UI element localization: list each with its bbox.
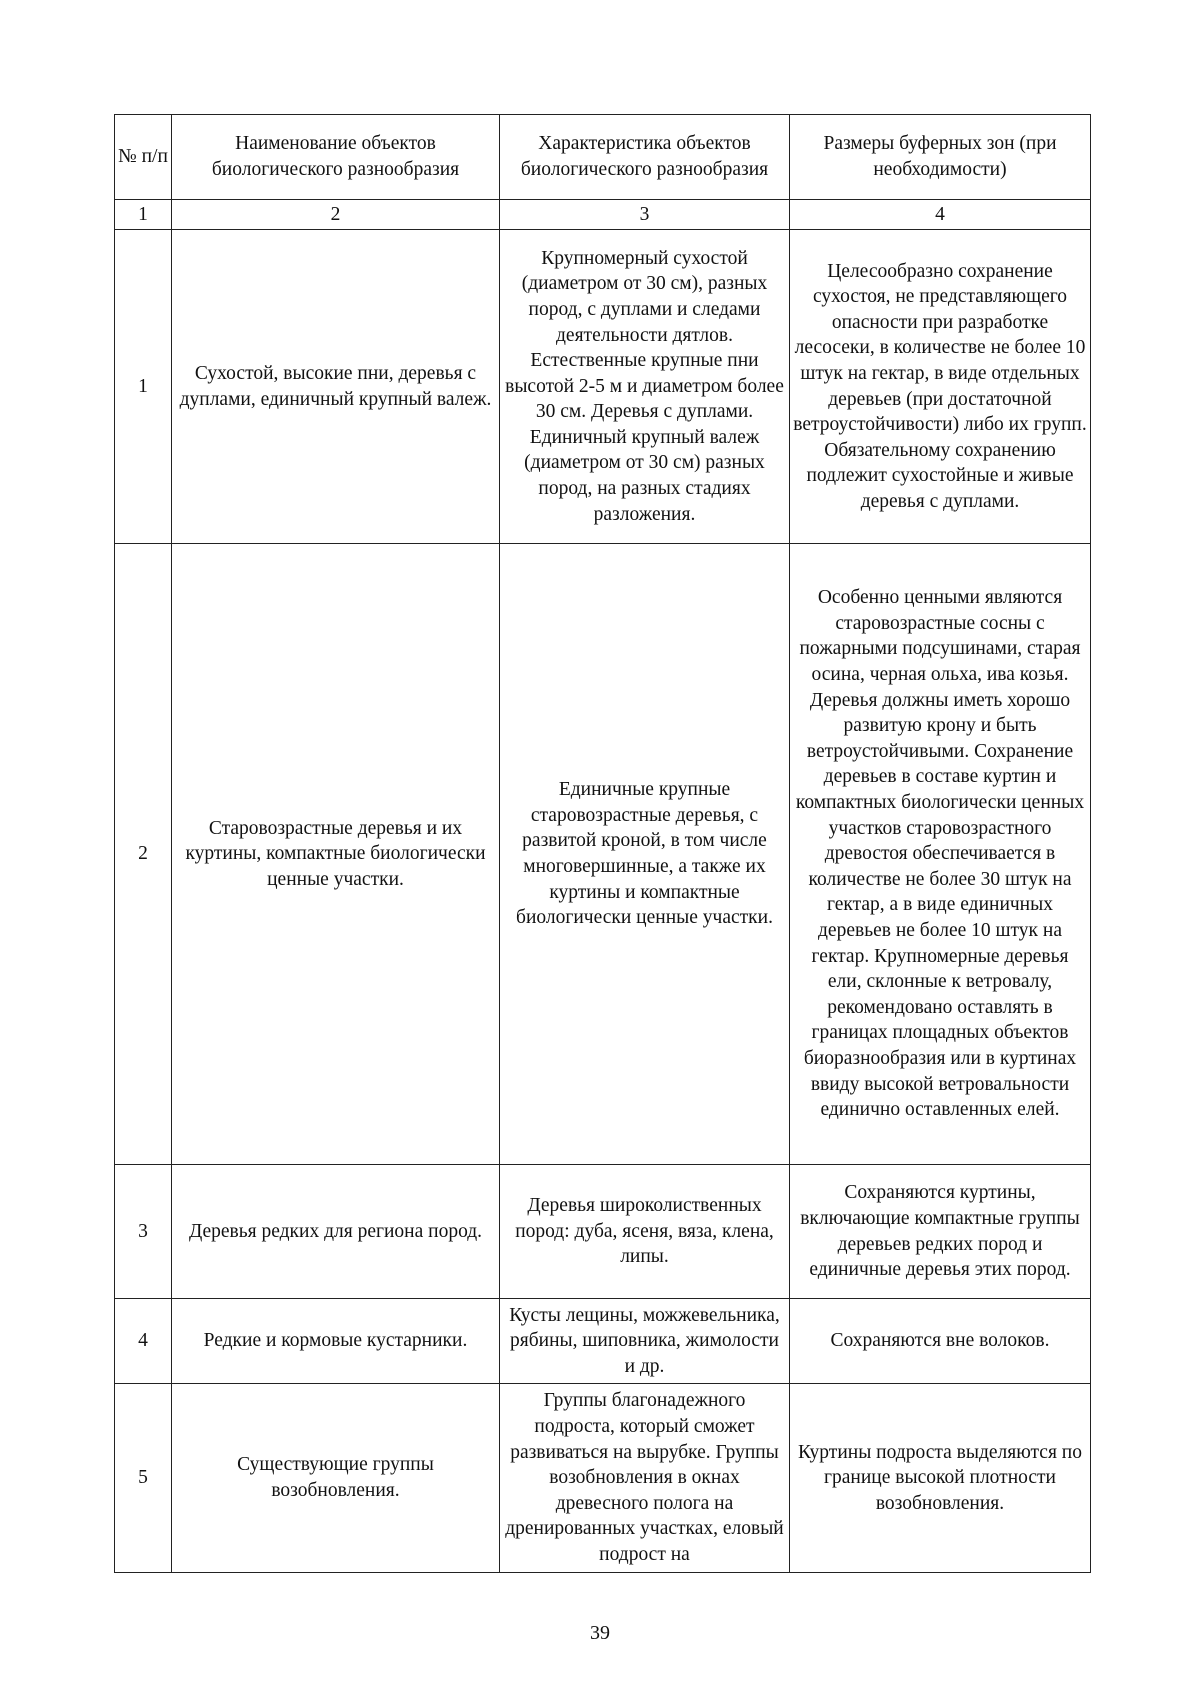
row-buffer-zone: Сохраняются вне волоков.	[790, 1299, 1091, 1384]
row-object-name: Деревья редких для региона пород.	[172, 1165, 500, 1299]
table-header-row	[115, 115, 1091, 200]
row-characteristic: Группы благонадежного подроста, который сможет развиваться на вырубке. Группы возобновления в окнах древесного полога на дренированных участках, еловый подрост на	[500, 1384, 790, 1573]
row-number: 1	[115, 230, 172, 544]
row-object-name: Редкие и кормовые кустарники.	[172, 1299, 500, 1384]
header-characteristic: Характеристика объектов биологического разнообразия	[500, 115, 790, 200]
table-row	[115, 544, 1091, 1165]
header-object-name: Наименование объектов биологического разнообразия	[172, 115, 500, 200]
row-characteristic: Деревья широколиственных пород: дуба, ясеня, вяза, клена, липы.	[500, 1165, 790, 1299]
header-number: № п/п	[115, 115, 172, 200]
column-number: 1	[115, 200, 172, 230]
column-number-row	[115, 200, 1091, 230]
row-buffer-zone: Особенно ценными являются старовозрастные сосны с пожарными подсушинами, старая осина, черная ольха, ива козья. Деревья должны иметь хорошо развитую крону и быть ветроустойчивыми. Сохранение деревьев в составе куртин и компактных биологически ценных участков старовозрастного древостоя обеспечивается в количестве не более 30 штук на гектар, а в виде единичных деревьев не более 10 штук на гектар. Крупномерные деревья ели, склонные к ветровалу, рекомендовано оставлять в границах площадных объектов биоразнообразия или в куртинах ввиду высокой ветровальности единично оставленных елей.	[790, 544, 1091, 1165]
row-number: 5	[115, 1384, 172, 1573]
column-number: 3	[500, 200, 790, 230]
row-buffer-zone: Сохраняются куртины, включающие компактные группы деревьев редких пород и единичные деревья этих пород.	[790, 1165, 1091, 1299]
row-number: 2	[115, 544, 172, 1165]
column-number: 4	[790, 200, 1091, 230]
row-number: 4	[115, 1299, 172, 1384]
row-characteristic: Кусты лещины, можжевельника, рябины, шиповника, жимолости и др.	[500, 1299, 790, 1384]
table-row	[115, 1299, 1091, 1384]
row-number: 3	[115, 1165, 172, 1299]
row-object-name: Сухостой, высокие пни, деревья с дуплами, единичный крупный валеж.	[172, 230, 500, 544]
table-row	[115, 230, 1091, 544]
page-number: 39	[590, 1622, 610, 1644]
row-characteristic: Единичные крупные старовозрастные деревья, с развитой кроной, в том числе многовершинные, а также их куртины и компактные биологически ценные участки.	[500, 544, 790, 1165]
row-object-name: Существующие группы возобновления.	[172, 1384, 500, 1573]
column-number: 2	[172, 200, 500, 230]
row-object-name: Старовозрастные деревья и их куртины, компактные биологически ценные участки.	[172, 544, 500, 1165]
header-buffer-zone: Размеры буферных зон (при необходимости)	[790, 115, 1091, 200]
table-row	[115, 1384, 1091, 1573]
row-buffer-zone: Куртины подроста выделяются по границе высокой плотности возобновления.	[790, 1384, 1091, 1573]
row-buffer-zone: Целесообразно сохранение сухостоя, не представляющего опасности при разработке лесосеки, в количестве не более 10 штук на гектар, в виде отдельных деревьев (при достаточной ветроустойчивости) либо их групп. Обязательному сохранению подлежит сухостойные и живые деревья с дуплами.	[790, 230, 1091, 544]
table-row	[115, 1165, 1091, 1299]
biodiversity-table	[114, 114, 1091, 1573]
row-characteristic: Крупномерный сухостой (диаметром от 30 см), разных пород, с дуплами и следами деятельности дятлов. Естественные крупные пни высотой 2-5 м и диаметром более 30 см. Деревья с дуплами. Единичный крупный валеж (диаметром от 30 см) разных пород, на разных стадиях разложения.	[500, 230, 790, 544]
